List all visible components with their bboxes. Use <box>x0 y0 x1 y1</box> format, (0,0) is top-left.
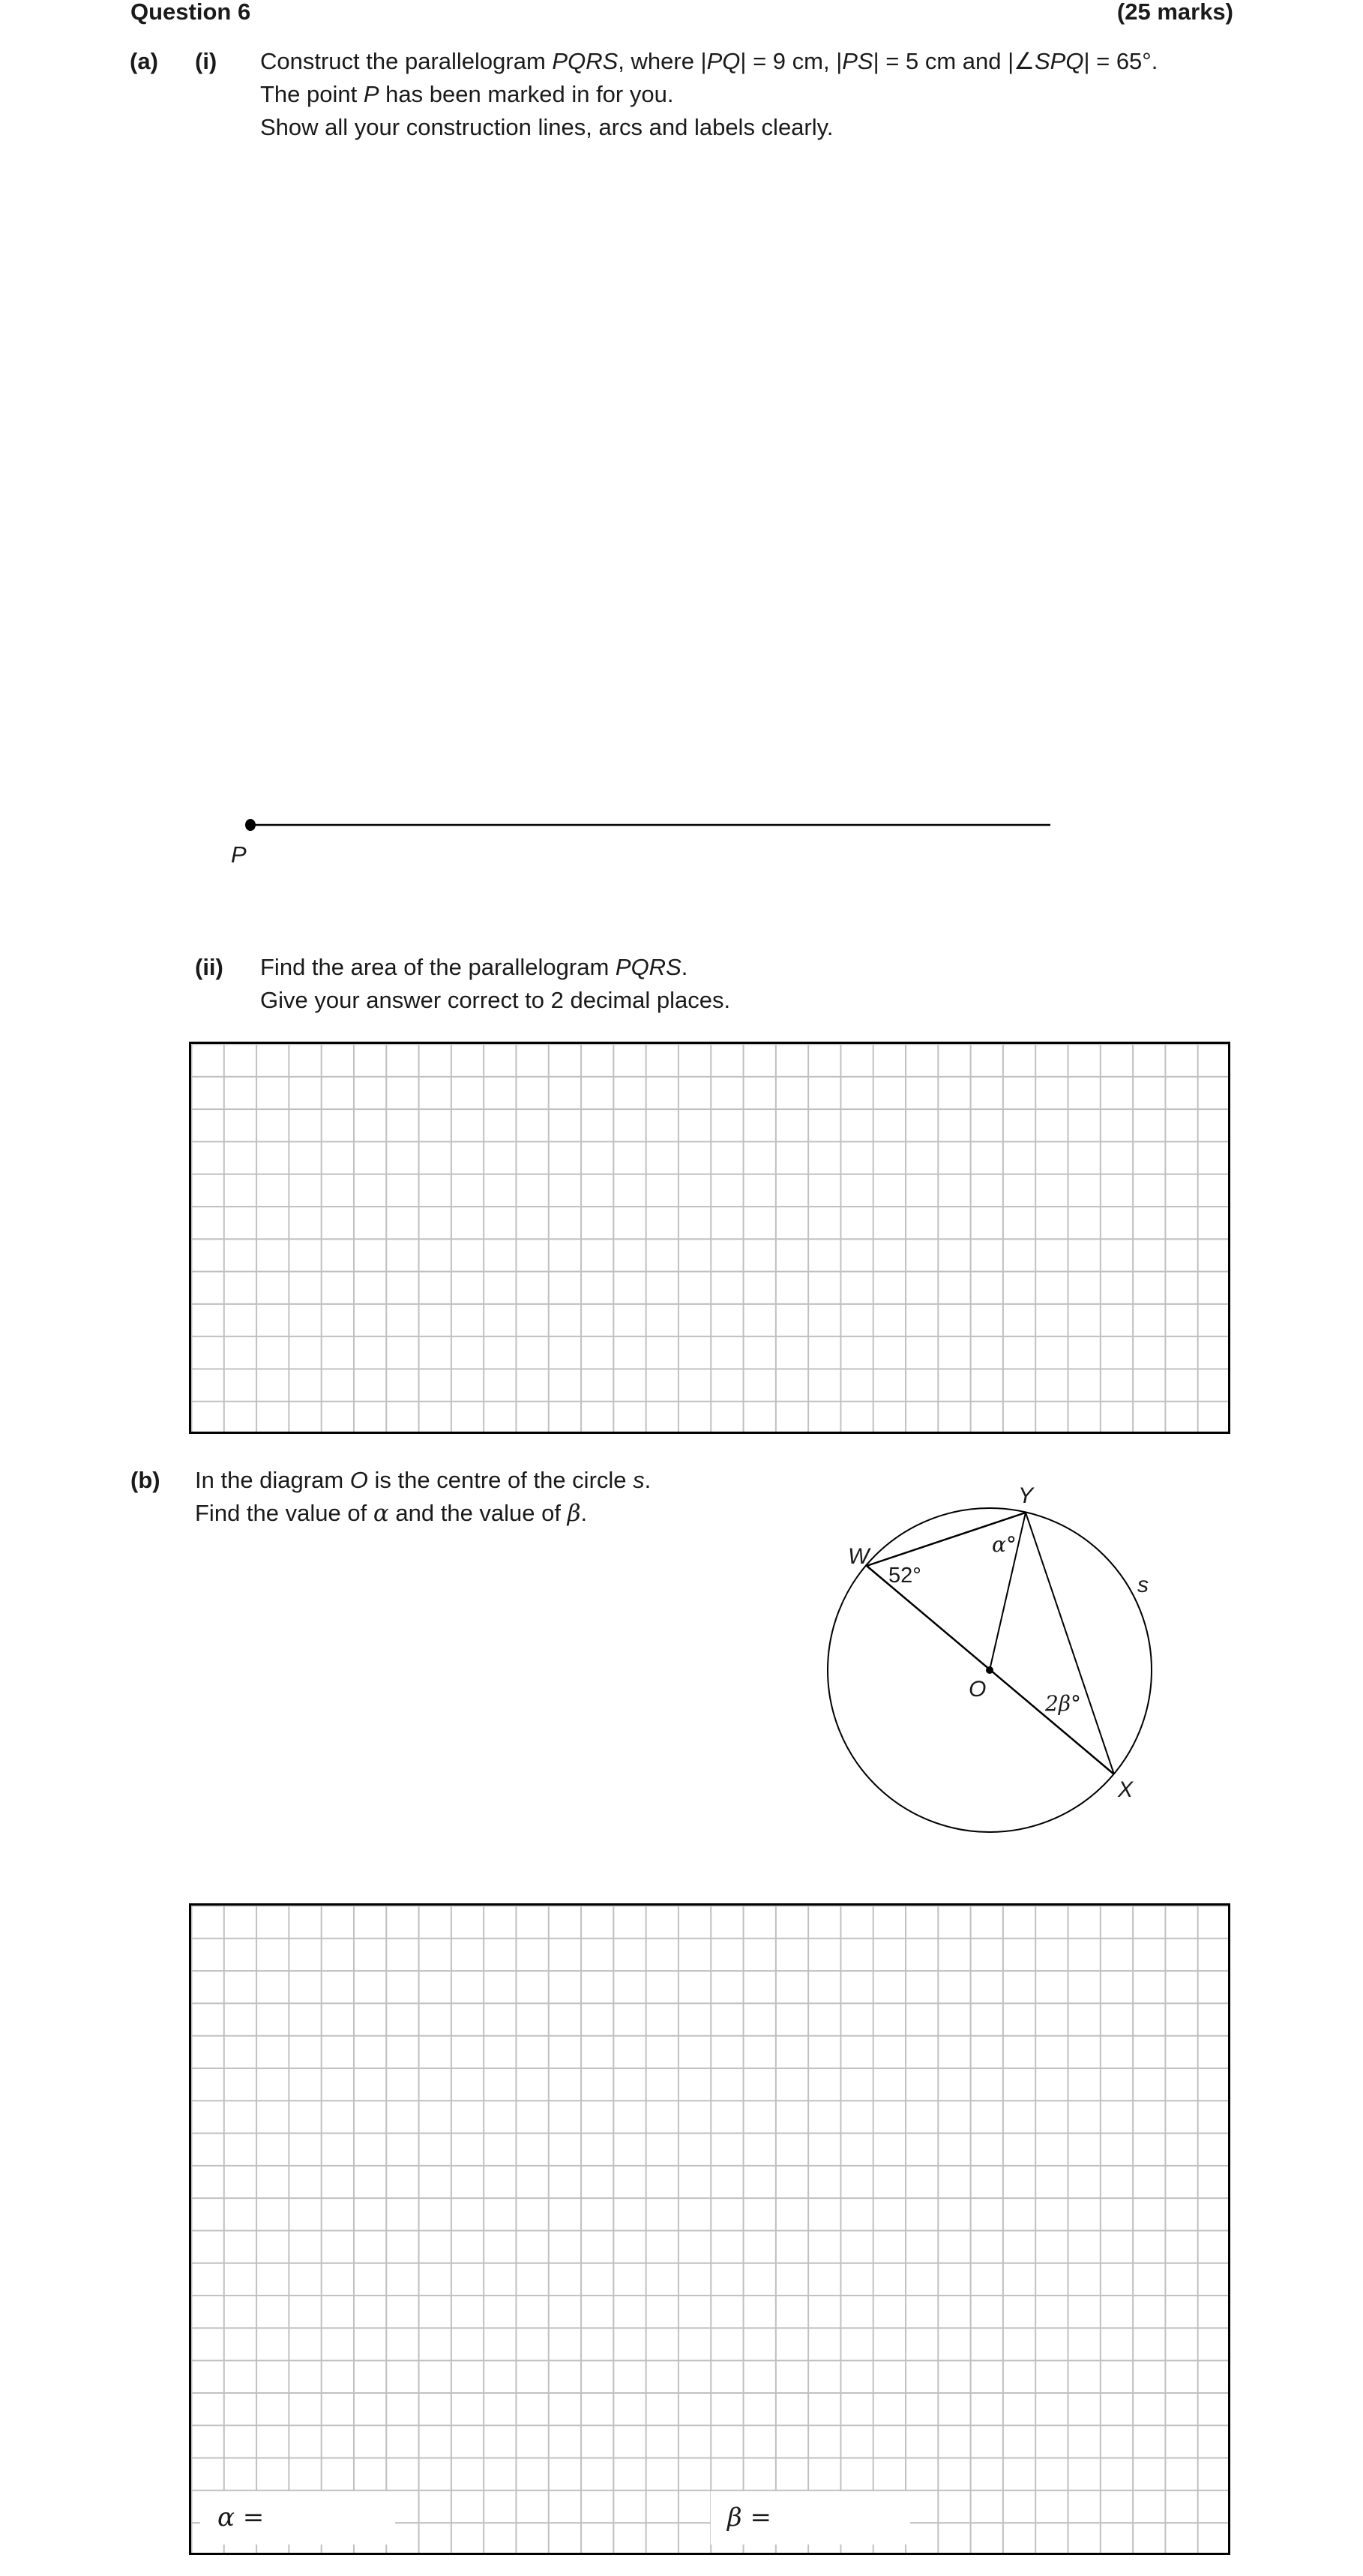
text: has been marked in for you. <box>379 81 674 107</box>
part-b-line2 <box>195 1497 587 1530</box>
question-title: Question 6 <box>130 0 251 25</box>
text: | = 5 cm and |∠ <box>873 48 1035 74</box>
text: . <box>580 1500 588 1526</box>
part-a-ii-line2: Give your answer correct to 2 decimal places. <box>260 987 731 1013</box>
segment-pq: PQ <box>706 48 741 74</box>
angle-x-label: 2β° <box>1045 1691 1082 1716</box>
centre-name: O <box>349 1467 368 1493</box>
text: , where | <box>618 48 707 74</box>
beta-answer-label: β = <box>727 2503 771 2533</box>
angle-w-label: 52° <box>888 1564 921 1588</box>
part-a-i-line3: Show all your construction lines, arcs and labels clearly. <box>260 114 834 140</box>
circle-name: s <box>633 1467 645 1493</box>
angle-spq: SPQ <box>1034 48 1084 74</box>
answer-grid-area-a-ii[interactable] <box>189 1042 1230 1434</box>
part-a-i-line2 <box>260 78 673 111</box>
part-b-line1 <box>195 1464 651 1497</box>
text: . <box>681 954 688 980</box>
segment-ps: PS <box>842 48 873 74</box>
text: In the diagram <box>195 1467 350 1493</box>
text: The point <box>260 81 364 107</box>
shape-name: PQRS <box>615 954 682 980</box>
shape-name: PQRS <box>552 48 619 74</box>
answer-grid-area-b[interactable] <box>189 1903 1230 2555</box>
marks-label: (25 marks) <box>1116 0 1233 25</box>
beta-symbol: β <box>567 1500 581 1527</box>
part-a-i-line1 <box>260 45 1158 78</box>
alpha-symbol: α <box>373 1500 389 1527</box>
text: and the value of <box>388 1500 568 1526</box>
label-o: O <box>969 1677 987 1702</box>
label-y: Y <box>1018 1483 1034 1508</box>
part-a-i-label: (i) <box>195 48 217 74</box>
text: is the centre of the circle <box>367 1467 634 1493</box>
text: Find the value of <box>195 1500 373 1526</box>
part-a-ii-line1 <box>260 951 687 984</box>
point-p-label: P <box>231 841 247 868</box>
part-a-ii-label: (ii) <box>195 954 223 980</box>
part-a-label: (a) <box>130 48 158 74</box>
centre-dot <box>986 1666 993 1674</box>
text: | = 9 cm, | <box>740 48 843 74</box>
point-p-dot <box>245 819 256 831</box>
text: | = 65°. <box>1083 48 1158 74</box>
label-x: X <box>1118 1777 1134 1802</box>
angle-y-label: α° <box>992 1532 1017 1557</box>
text: . <box>644 1467 652 1493</box>
text: Construct the parallelogram <box>260 48 553 74</box>
construction-area[interactable] <box>0 810 1363 877</box>
alpha-answer-label: α = <box>217 2503 265 2533</box>
part-b-label: (b) <box>130 1467 160 1493</box>
text: Find the area of the parallelogram <box>260 954 616 980</box>
point-name: P <box>363 81 379 107</box>
label-w: W <box>848 1544 870 1569</box>
label-s: s <box>1137 1573 1149 1597</box>
